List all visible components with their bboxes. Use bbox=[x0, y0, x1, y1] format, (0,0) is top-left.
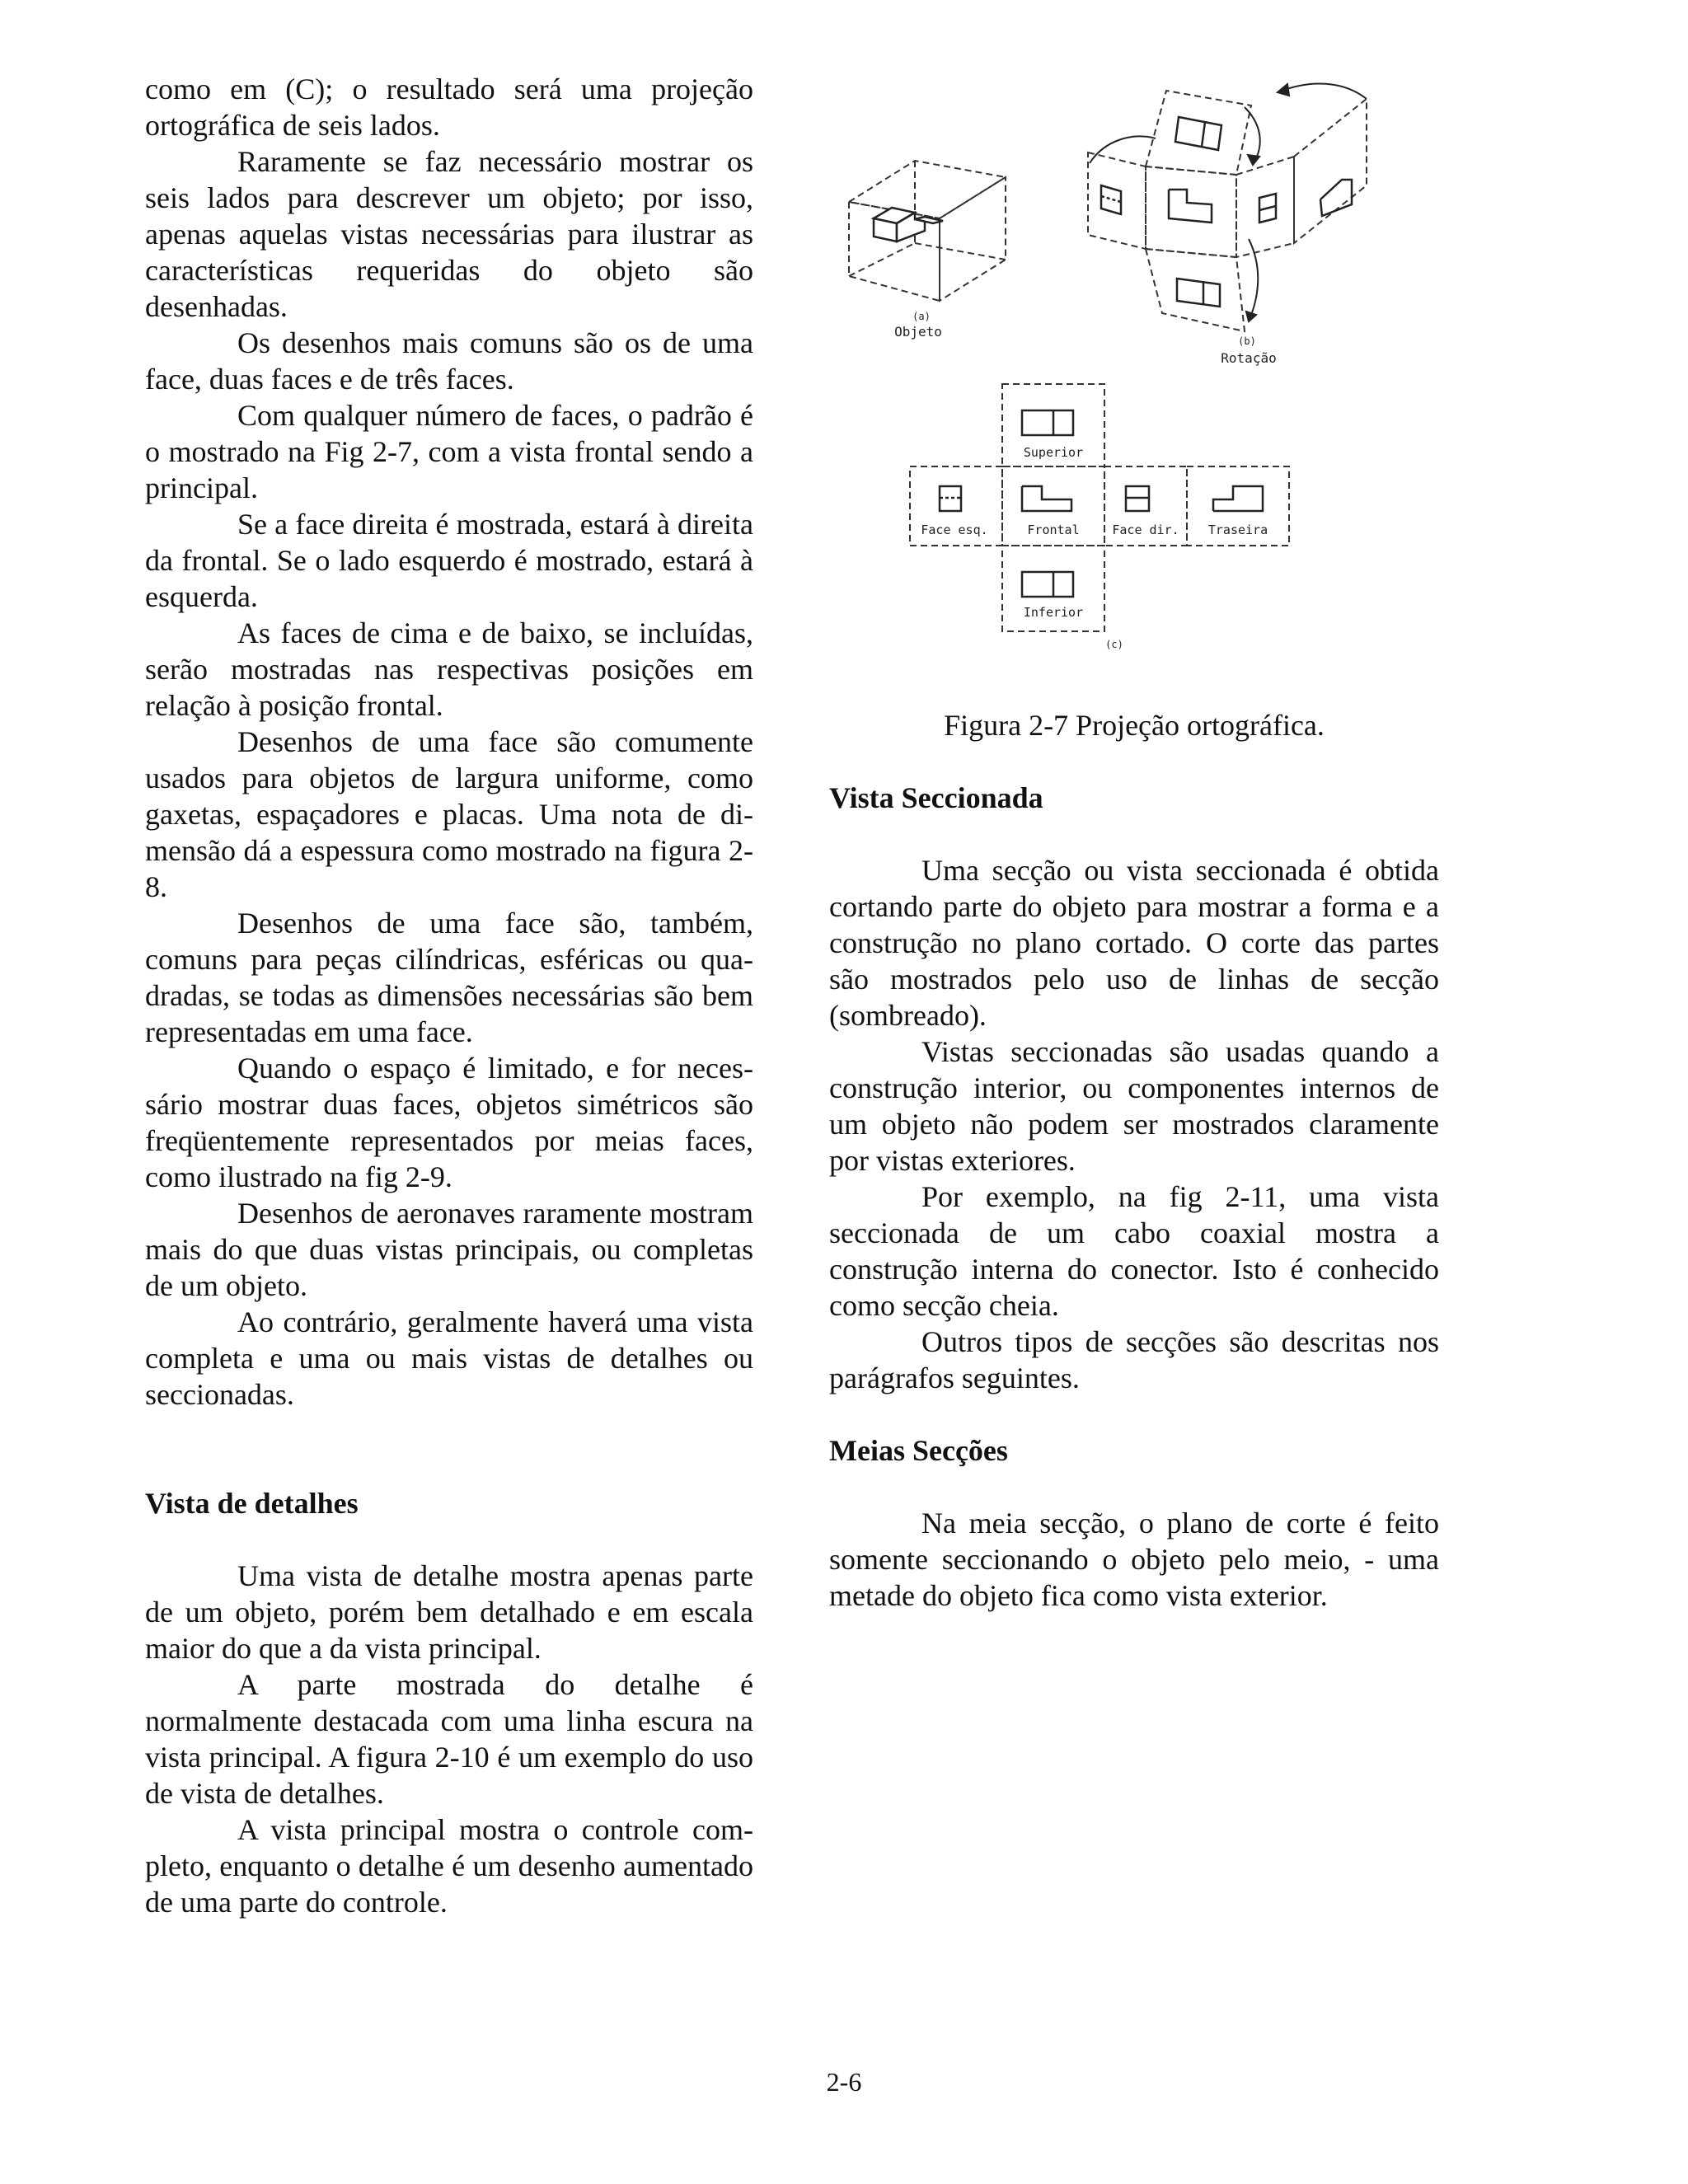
rotation-arrows bbox=[1090, 84, 1367, 321]
label-inferior: Inferior bbox=[1023, 605, 1084, 620]
section-heading: Vista Seccionada bbox=[829, 781, 1043, 814]
left-column bbox=[145, 71, 753, 1920]
paragraph: As faces de cima e de baixo, se incluídas, serão mostradas nas respectivas posições em relação à posição frontal. bbox=[145, 616, 753, 722]
paragraph: Vistas seccionadas são usadas quando a construção interior, ou componentes internos de um objeto não podem ser mostrados claramente por vistas exteriores. bbox=[829, 1035, 1439, 1177]
section-heading: Vista de detalhes bbox=[145, 1487, 359, 1520]
label-superior: Superior bbox=[1023, 445, 1084, 460]
paragraph: Os desenhos mais comuns são os de uma face, duas faces e de três faces. bbox=[145, 326, 753, 396]
step-block bbox=[874, 208, 943, 241]
figure-c-labels bbox=[921, 445, 1268, 650]
label-face-esq: Face esq. bbox=[921, 523, 988, 537]
paragraph: Com qualquer número de faces, o padrão é o mostrado na Fig 2-7, com a vista frontal sendo a principal. bbox=[145, 399, 753, 504]
label-traseira: Traseira bbox=[1207, 523, 1268, 537]
label-objeto: Objeto bbox=[894, 324, 942, 340]
figure-b-views bbox=[1101, 117, 1352, 307]
figure-b-rotation bbox=[1088, 91, 1367, 331]
label-rotacao: Rotação bbox=[1221, 350, 1277, 366]
paragraph: Desenhos de aeronaves raramente mostram mais do que duas vistas principais, ou completas de um objeto. bbox=[145, 1197, 753, 1302]
paragraph: Ao contrário, geralmente haverá uma vista completa e uma ou mais vistas de detalhes ou seccionadas. bbox=[145, 1305, 753, 1411]
paragraph: Uma secção ou vista seccionada é obtida cortando parte do objeto para mostrar a forma e a construção no plano cortado. O corte das partes são mostrados pelo uso de linhas de secção (sombreado). bbox=[829, 854, 1439, 1032]
paragraph: Por exemplo, na fig 2-11, uma vista seccionada de um cabo coaxial mostra a construção interna do conector. Isto é conhecido como secção cheia. bbox=[829, 1180, 1439, 1322]
paragraph: Na meia secção, o plano de corte é feito somente seccionando o objeto pelo meio, - uma metade do objeto fica como vista exterior. bbox=[829, 1507, 1439, 1612]
paragraph: Uma vista de detalhe mostra apenas parte de um objeto, porém bem detalhado e em escala maior do que a da vista principal. bbox=[145, 1559, 753, 1665]
label-frontal: Frontal bbox=[1027, 523, 1080, 537]
paragraph: A vista principal mostra o controle completo, enquanto o detalhe é um desenho aumentado de uma parte do controle. bbox=[145, 1813, 753, 1919]
right-column bbox=[829, 780, 1439, 1614]
orthographic-projection-figure bbox=[832, 74, 1442, 668]
figure-caption: Figura 2-7 Projeção ortográfica. bbox=[944, 709, 1325, 742]
paragraph: Raramente se faz necessário mostrar os seis lados para descrever um objeto; por isso, apenas aquelas vistas necessárias para ilustrar as características requeridas do objeto são desenhadas. bbox=[145, 145, 753, 323]
paragraph: Outros tipos de secções são descritas nos parágrafos seguintes. bbox=[829, 1325, 1439, 1394]
paragraph: Quando o espaço é limitado, e for necessário mostrar duas faces, objetos simétricos são freqüentemente representados por meias faces, como ilustrado na fig 2-9. bbox=[145, 1052, 753, 1193]
figure-c-view-shapes bbox=[940, 410, 1263, 597]
label-c: (c) bbox=[1105, 639, 1123, 650]
paragraph: como em (C); o resultado será uma projeção ortográfica de seis lados. bbox=[145, 73, 753, 142]
label-face-dir: Face dir. bbox=[1112, 523, 1179, 537]
paragraph: Desenhos de uma face são comumente usados para objetos de largura uniforme, como gaxetas, espaçadores e placas. Uma nota de dimensão dá a espessura como mostrado na figura 2-8. bbox=[145, 725, 753, 903]
paragraph: Desenhos de uma face são, também, comuns para peças cilíndricas, esféricas ou quadradas, se todas as dimensões necessárias são bem representadas em uma face. bbox=[145, 907, 753, 1048]
figure-a-object bbox=[849, 161, 1006, 301]
section-heading: Meias Secções bbox=[829, 1434, 1008, 1467]
page-number: 2-6 bbox=[826, 2067, 862, 2097]
paragraph: Se a face direita é mostrada, estará à direita da frontal. Se o lado esquerdo é mostrado, estará à esquerda. bbox=[145, 508, 753, 613]
figure-c-unfolded bbox=[910, 384, 1289, 631]
paragraph: A parte mostrada do detalhe é normalmente destacada com uma linha escura na vista principal. A figura 2-10 é um exemplo do uso de vista de detalhes. bbox=[145, 1668, 753, 1810]
label-a: (a) bbox=[912, 311, 931, 322]
label-b: (b) bbox=[1238, 335, 1256, 347]
